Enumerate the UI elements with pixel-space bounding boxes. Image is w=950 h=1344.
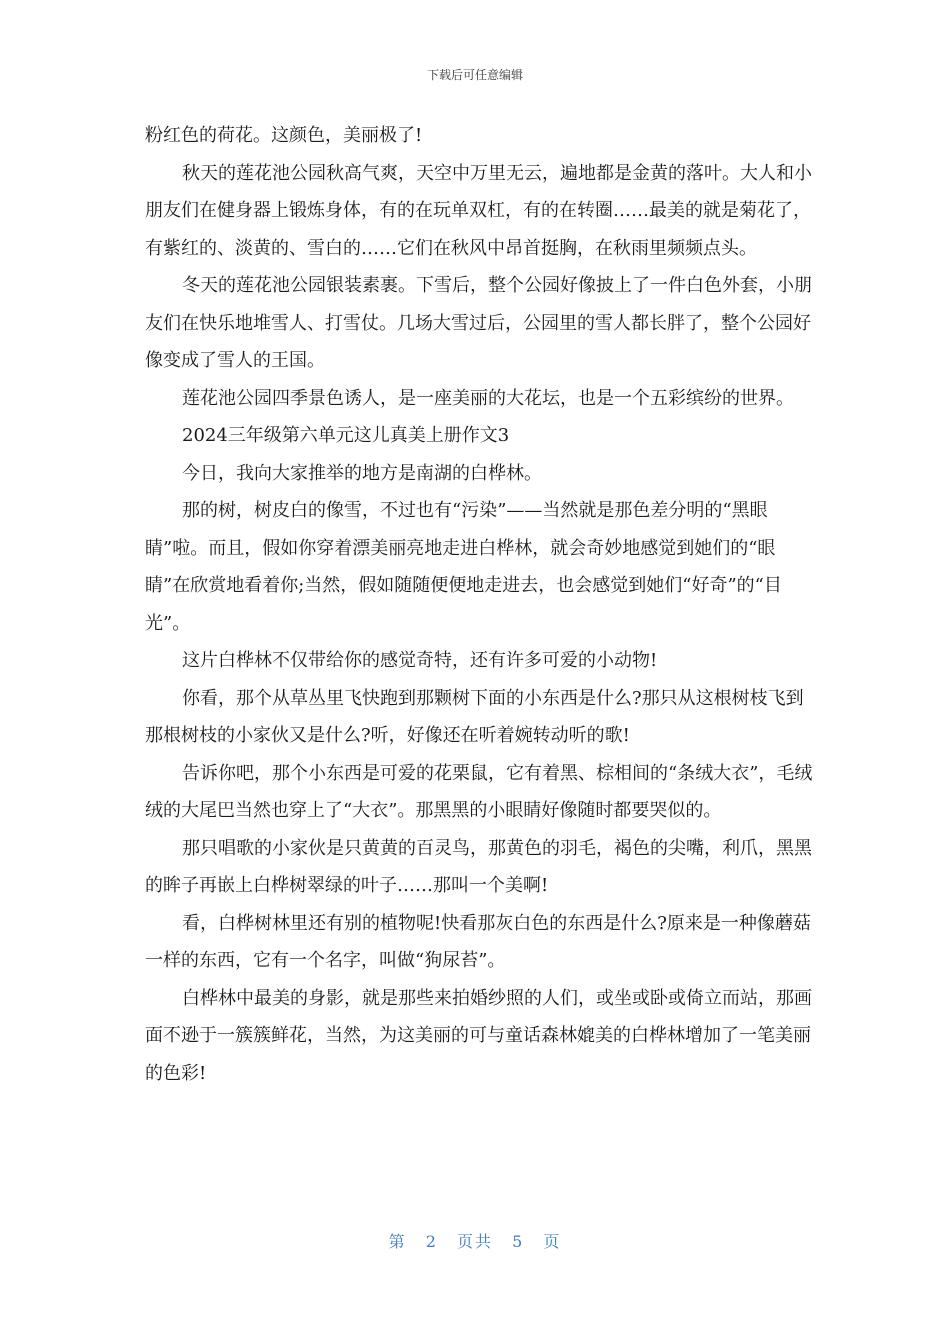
paragraph: 今日，我向大家推举的地方是南湖的白桦林。 xyxy=(182,462,542,484)
paragraph: 秋天的莲花池公园秋高气爽，天空中万里无云，遍地都是金黄的落叶。大人和小朋友们在健身器上锻炼身体，有的在玩单双杠，有的在转圈……最美的就是菊花了，有紫红的、淡黄的、雪白的……它们在秋风中昂首挺胸，在秋雨里频频点头。 xyxy=(145,162,812,259)
paragraph: 白桦林中最美的身影，就是那些来拍婚纱照的人们，或坐或卧或倚立而站，那画面不逊于一簇簇鲜花，当然，为这美丽的可与童话森林媲美的白桦林增加了一笔美丽的色彩! xyxy=(145,987,812,1084)
page-header: 下载后可任意编辑 xyxy=(426,68,523,82)
paragraph: 看，白桦树林里还有别的植物呢!快看那灰白色的东西是什么?原来是一种像蘑菇一样的东西，它有一个名字，叫做“狗尿苔”。 xyxy=(145,912,811,971)
paragraph: 那的树，树皮白的像雪，不过也有“污染”——当然就是那色差分明的“黑眼睛”啦。而且，假如你穿着漂美丽亮地走进白桦林，就会奇妙地感觉到她们的“眼睛”在欣赏地看着你;当然，假如随随便便地走进去，也会感觉到她们“好奇”的“目光”。 xyxy=(145,500,782,634)
paragraph: 粉红色的荷花。这颜色，美丽极了! xyxy=(145,125,423,146)
paragraph: 这片白桦林不仅带给你的感觉奇特，还有许多可爱的小动物! xyxy=(182,650,658,671)
paragraph: 告诉你吧，那个小东西是可爱的花栗鼠，它有着黑、棕相间的“条绒大衣”，毛绒绒的大尾巴当然也穿上了“大衣”。那黑黑的小眼睛好像随时都要哭似的。 xyxy=(145,762,813,821)
paragraph: 冬天的莲花池公园银装素裹。下雪后，整个公园好像披上了一件白色外套，小朋友们在快乐地堆雪人、打雪仗。几场大雪过后，公园里的雪人都长胖了，整个公园好像变成了雪人的王国。 xyxy=(145,275,812,371)
document-body xyxy=(145,117,813,1092)
paragraph: 那只唱歌的小家伙是只黄黄的百灵鸟，那黄色的羽毛，褐色的尖嘴，利爪，黑黑的眸子再嵌上白桦树翠绿的叶子……那叫一个美啊! xyxy=(145,837,812,896)
page-number-footer: 第 2 页共 5 页 xyxy=(388,1232,562,1251)
paragraph: 你看，那个从草丛里飞快跑到那颗树下面的小东西是什么?那只从这根树枝飞到那根树枝的小家伙又是什么?听，好像还在听着婉转动听的歌! xyxy=(145,687,804,746)
paragraph: 莲花池公园四季景色诱人，是一座美丽的大花坛，也是一个五彩缤纷的世界。 xyxy=(182,387,794,409)
section-title: 2024三年级第六单元这儿真美上册作文3 xyxy=(182,425,510,446)
